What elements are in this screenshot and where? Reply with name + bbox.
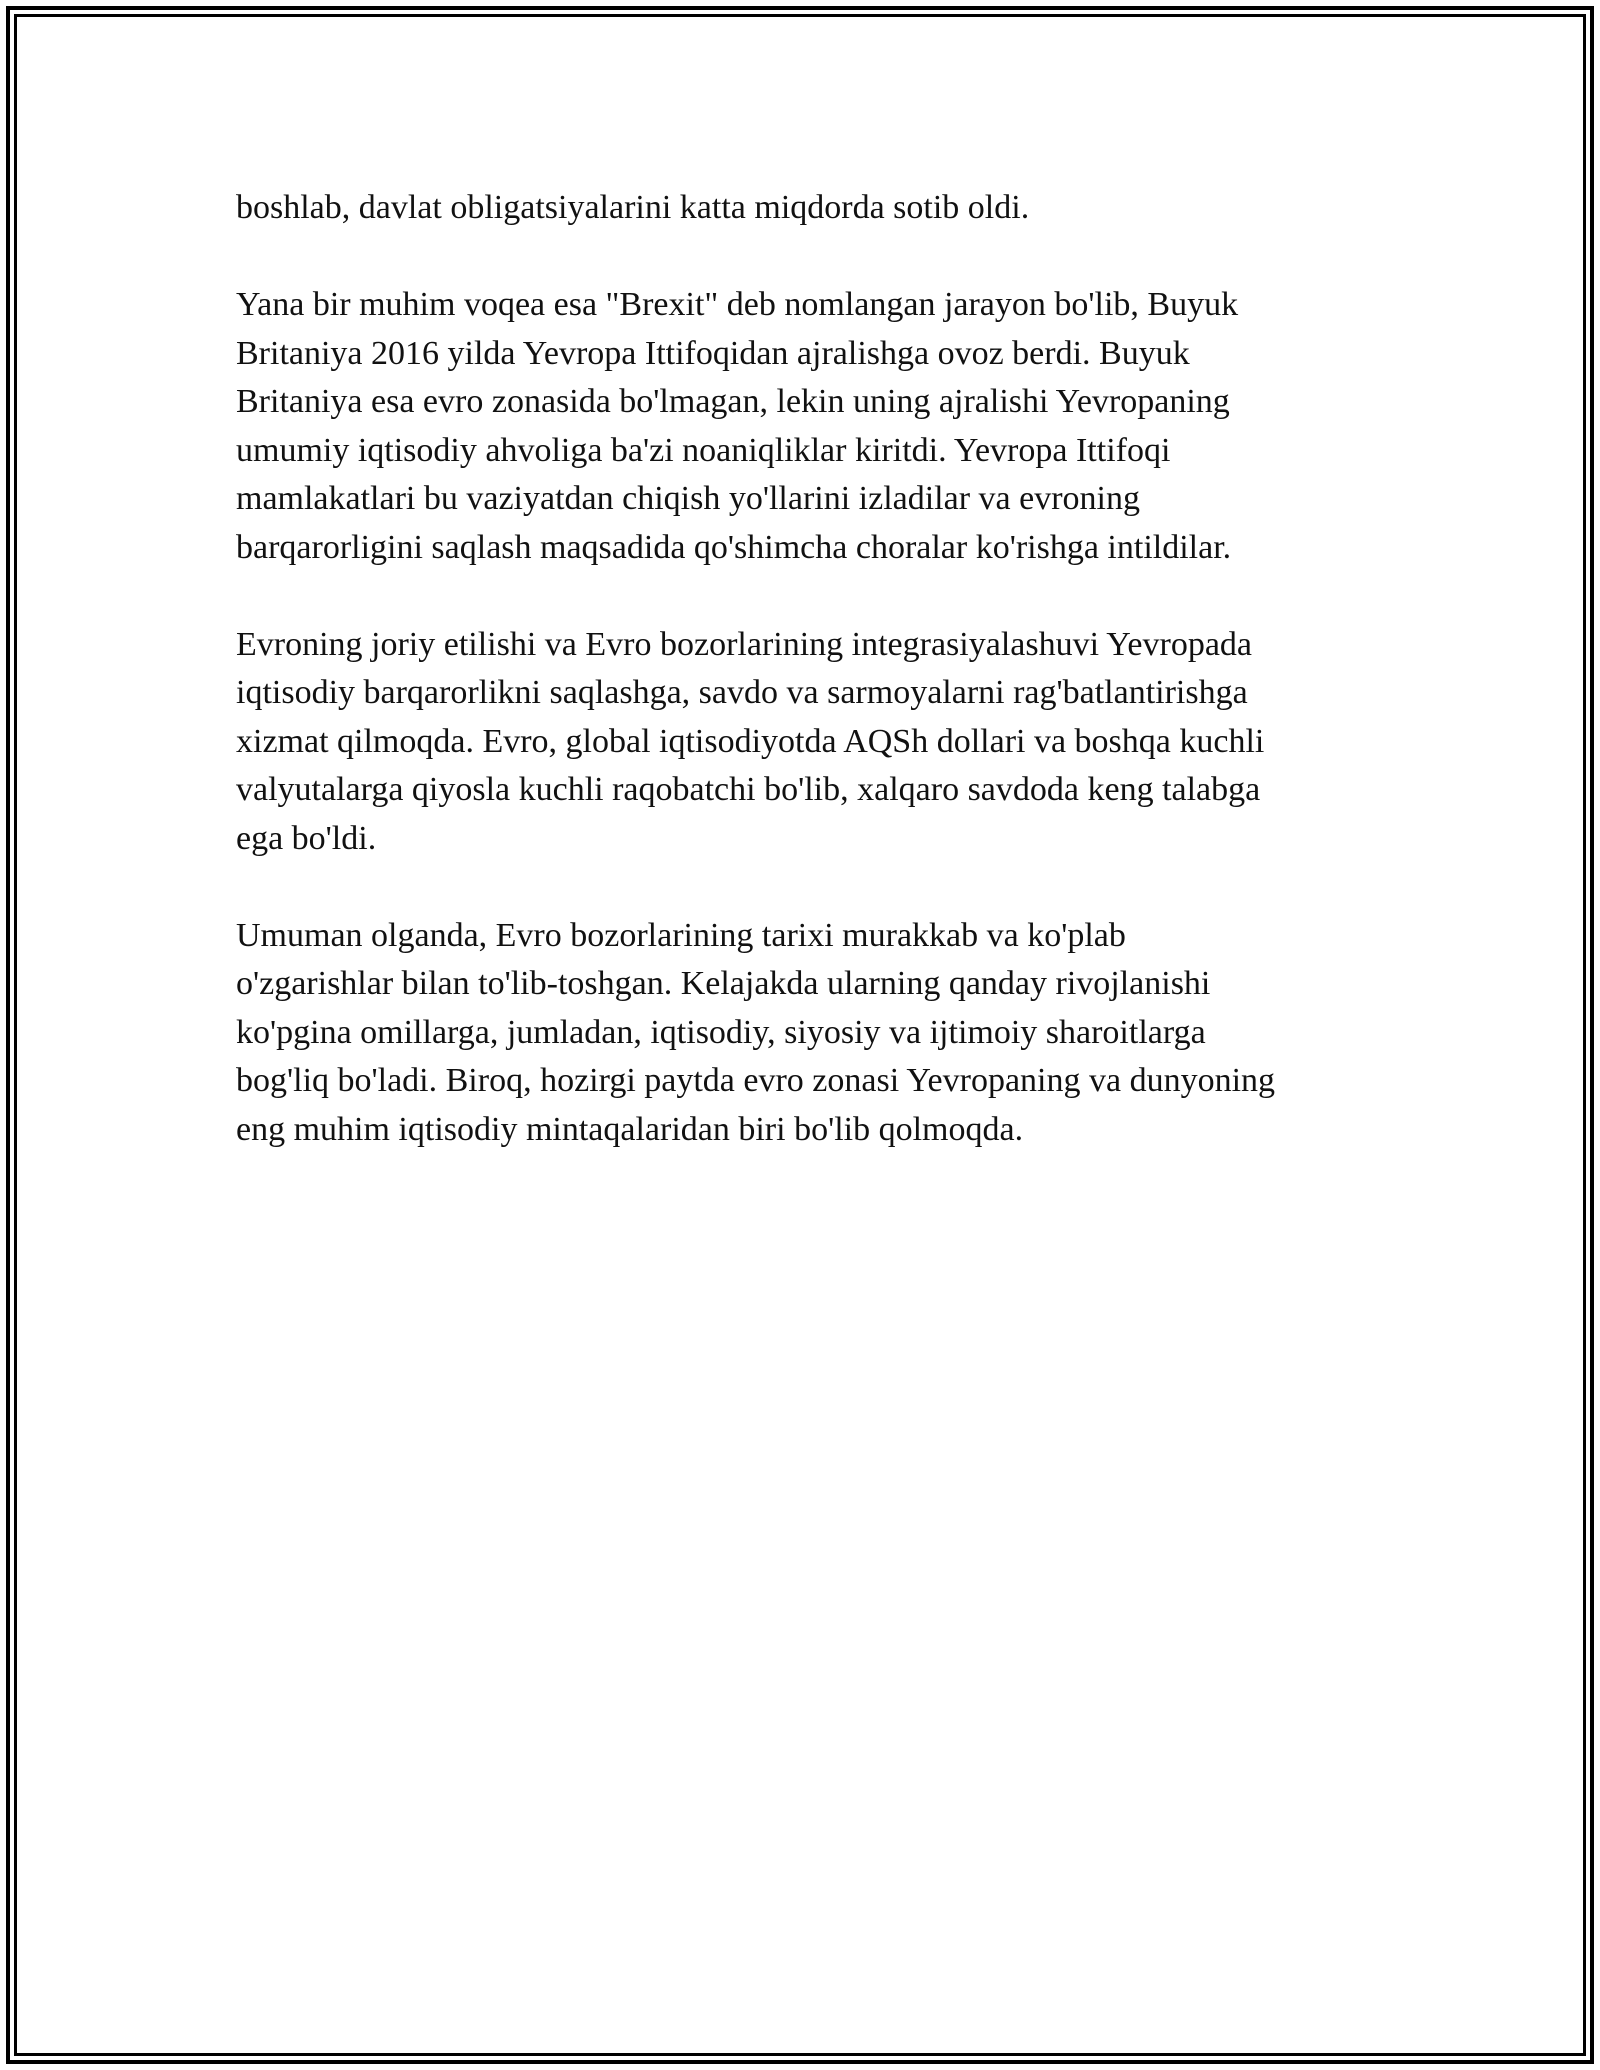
paragraph-euro-integration: Evroning joriy etilishi va Evro bozorlarining integrasiyalashuvi Yevropada iqtisodiy barqarorlikni saqlashga, savdo va sarmoyalarni rag'batlantirishga xizmat qilmoqda. Evro, global iqtisodiyotda AQSh dollari va boshqa kuchli valyutalarga qiyosla kuchli raqobatchi bo'lib, xalqaro savdoda keng talabga ega bo'ldi. — [236, 625, 1265, 857]
paragraph-brexit: Yana bir muhim voqea esa "Brexit" deb nomlangan jarayon bo'lib, Buyuk Britaniya 2016 yilda Yevropa Ittifoqidan ajralishga ovoz berdi. Buyuk Britaniya esa evro zonasida bo'lmagan, lekin uning ajralishi Yevropaning umumiy iqtisodiy ahvoliga ba'zi noaniqliklar kiritdi. Yevropa Ittifoqi mamlakatlari bu vaziyatdan chiqish yo'llarini izladilar va evroning barqarorligini saqlash maqsadida qo'shimcha choralar ko'rishga intildilar. — [236, 286, 1239, 566]
document-body — [236, 184, 1376, 1203]
paragraph-conclusion: Umuman olganda, Evro bozorlarining tarixi murakkab va ko'plab o'zgarishlar bilan to'lib-toshgan. Kelajakda ularning qanday rivojlanishi ko'pgina omillarga, jumladan, iqtisodiy, siyosiy va ijtimoiy sharoitlarga bog'liq bo'ladi. Biroq, hozirgi paytda evro zonasi Yevropaning va dunyoning eng muhim iqtisodiy mintaqalaridan biri bo'lib qolmoqda. — [236, 916, 1276, 1148]
paragraph-continuation: boshlab, davlat obligatsiyalarini katta miqdorda sotib oldi. — [236, 189, 1030, 226]
